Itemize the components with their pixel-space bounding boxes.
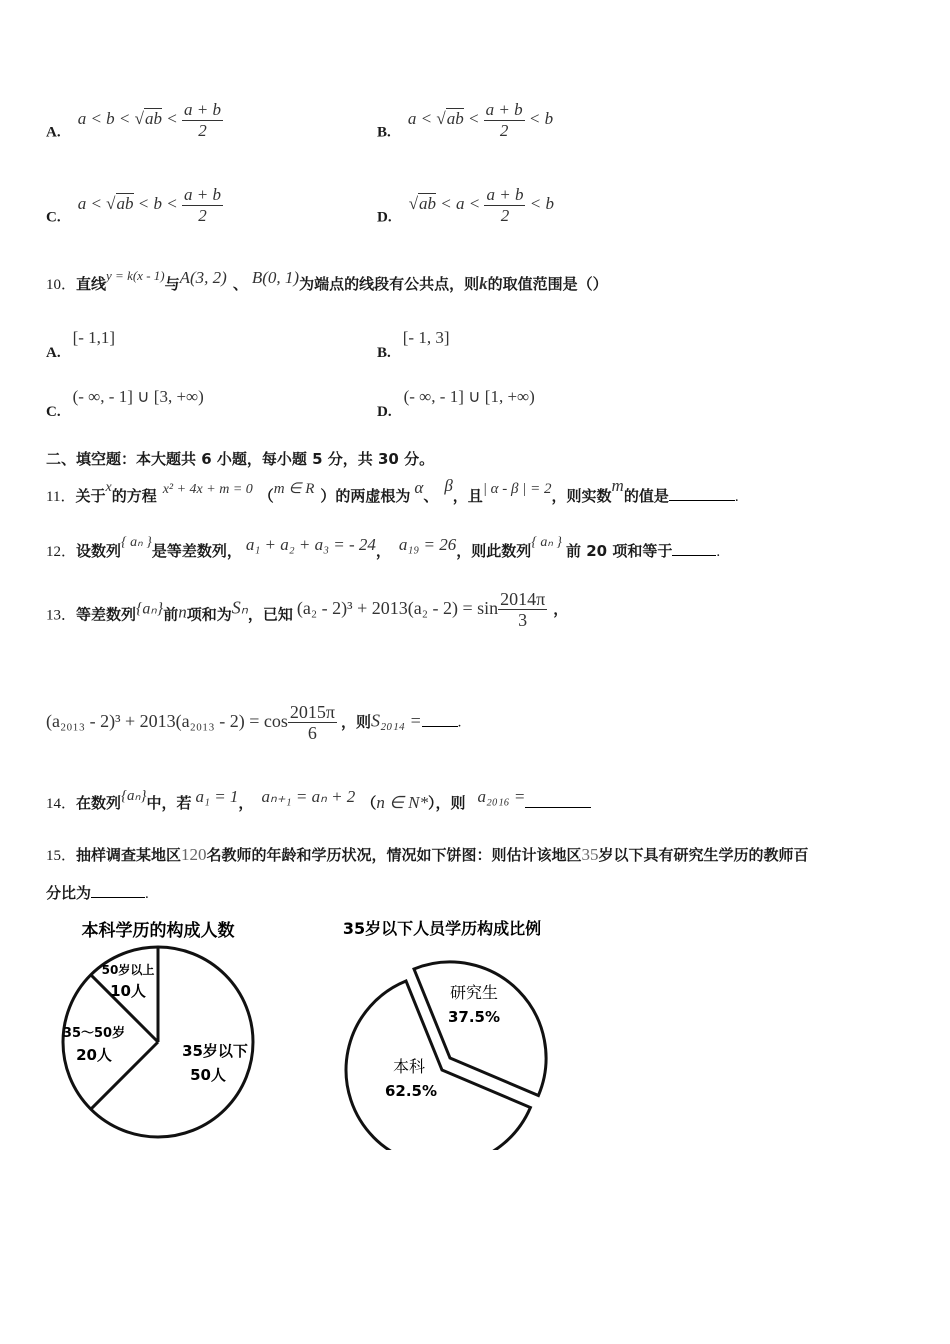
question-text: 分比为 — [46, 884, 92, 902]
number-35: 35 — [581, 845, 599, 864]
variable-n: n — [178, 602, 187, 622]
sequence: {aₙ} — [136, 600, 164, 618]
period: . — [716, 544, 721, 560]
chart1-slice-label: 50岁以上 — [101, 963, 155, 977]
q9-option-b: B. a < √ab < $\frac{a + b}{2}$ < b — [377, 100, 554, 141]
frac-num: a + b — [485, 100, 523, 119]
question-text: ，且 — [452, 487, 483, 505]
sqrt-content: ab — [116, 194, 134, 214]
question-text: ，则实数 — [551, 487, 612, 505]
option-letter: C. — [46, 209, 61, 226]
answer-blank[interactable] — [422, 712, 458, 727]
question-text: 的取值范围是（） — [487, 275, 608, 293]
question-text: （ — [258, 487, 274, 505]
expr: a < — [407, 109, 437, 129]
chart1-slice-value: 20人 — [76, 1046, 112, 1064]
question-text: 等差数列 — [76, 605, 137, 624]
question-number: 15． — [46, 848, 77, 864]
question-text: 中，若 — [146, 794, 192, 812]
condition: n ∈ N* — [376, 793, 428, 812]
s2014-expression: S₂₀₁₄ = — [370, 710, 422, 731]
expr: < a < — [436, 194, 485, 214]
option-letter: C. — [46, 404, 61, 420]
frac-num: a + b — [486, 185, 524, 204]
q10-option-b — [377, 328, 450, 362]
option-value: (- ∞, - 1] ∪ [1, +∞) — [403, 387, 535, 406]
equation: x² + 4x + m = 0 — [162, 482, 253, 497]
point-b: B(0, 1) — [251, 268, 300, 287]
sequence: { aₙ } — [531, 535, 562, 550]
frac-den: 6 — [307, 723, 317, 743]
question-text: 是等差数列， — [151, 542, 242, 560]
chart1-title: 本科学历的构成人数 — [81, 921, 235, 941]
equation-2: (a₂₀₁₃ - 2)³ + 2013(a₂₀₁₃ - 2) = cos — [46, 710, 288, 731]
question-text: 在数列 — [76, 794, 122, 812]
question-text: （ — [361, 794, 377, 812]
question-number: 14． — [46, 796, 77, 812]
number-120: 120 — [181, 845, 207, 864]
expr: < b — [525, 194, 554, 214]
a19-expression: a₁₉ = 26 — [398, 535, 457, 554]
option-letter: D. — [377, 209, 392, 226]
question-11 — [46, 476, 739, 506]
option-value: (- ∞, - 1] ∪ [3, +∞) — [72, 387, 204, 406]
answer-blank[interactable] — [669, 486, 735, 501]
frac-den: 3 — [518, 610, 528, 630]
q10-option-d — [377, 387, 535, 421]
sum-expression: a₁ + a₂ + a₃ = - 24 — [245, 535, 376, 554]
section-heading: 二、填空题：本大题共 6 小题，每小题 5 分，共 30 分。 — [46, 450, 435, 468]
question-15-line2 — [46, 882, 149, 903]
pie-charts — [40, 910, 600, 1150]
question-12 — [46, 534, 720, 561]
option-letter: A. — [46, 124, 61, 141]
option-value: [- 1, 3] — [402, 328, 450, 347]
sequence: { aₙ } — [121, 535, 152, 550]
variable-m: m — [611, 476, 624, 495]
variable-x: x — [105, 480, 112, 495]
question-14 — [46, 786, 591, 813]
chart2-title: 35岁以下人员学历构成比例 — [342, 919, 542, 938]
option-letter: D. — [377, 404, 392, 420]
frac-num: 2015π — [289, 702, 335, 722]
question-text: 、 — [423, 487, 439, 505]
question-text: 为端点的线段有公共点，则 — [299, 275, 480, 293]
chart2-slice-value: 37.5% — [447, 1008, 501, 1026]
question-text: 项和为 — [186, 605, 232, 624]
expr: a < — [77, 194, 107, 214]
chart2-slice-label: 研究生 — [449, 983, 499, 1002]
answer-blank[interactable] — [91, 883, 145, 898]
chart1-slice-label: 35岁以下 — [182, 1042, 248, 1060]
option-letter: B. — [377, 124, 391, 141]
question-text: 与 — [164, 275, 180, 293]
frac-num: a + b — [183, 100, 221, 119]
question-text: ，则此数列 — [456, 542, 532, 560]
question-text: ， — [375, 542, 391, 560]
period: . — [145, 886, 149, 902]
question-text: 前 — [163, 605, 179, 624]
question-text: ，则 — [340, 712, 371, 731]
frac-den: 2 — [198, 206, 207, 225]
expr: < b < — [133, 194, 182, 214]
question-15 — [46, 844, 809, 865]
question-text: ，已知 — [247, 605, 293, 624]
sequence: {aₙ} — [121, 788, 147, 804]
period: . — [457, 714, 462, 731]
option-value: [- 1,1] — [72, 328, 116, 347]
question-text: 的值是 — [623, 487, 669, 505]
answer-blank[interactable] — [525, 793, 591, 808]
question-text: 直线 — [76, 275, 107, 293]
equation-1: (a₂ - 2)³ + 2013(a₂ - 2) = sin — [296, 597, 499, 618]
question-text: 名教师的年龄和学历状况，情况如下饼图：则估计该地区 — [206, 846, 582, 864]
a2016-expression: a₂₀₁₆ = — [477, 787, 526, 806]
condition: m ∈ R — [273, 481, 315, 497]
question-number: 13． — [46, 607, 77, 624]
q9-option-a: A. a < b < √ab < $\frac{a + b}{2}$ — [46, 100, 221, 141]
beta: β — [444, 476, 453, 495]
question-text: ）的两虚根为 — [320, 487, 411, 505]
sum-sn: Sₙ — [231, 597, 248, 618]
question-number: 10． — [46, 277, 77, 293]
expr: < — [463, 109, 484, 129]
frac-den: 2 — [500, 206, 510, 225]
question-number: 11． — [46, 489, 76, 505]
q10-option-c — [46, 387, 204, 421]
sqrt-content: ab — [419, 194, 437, 214]
line-equation: y = k(x - 1) — [106, 268, 165, 283]
expr: < b — [524, 109, 554, 129]
period: . — [734, 489, 739, 505]
point-a: A(3, 2) — [179, 268, 227, 287]
question-text: 关于 — [75, 487, 106, 505]
frac-num: a + b — [183, 185, 221, 204]
q9-option-c: C. a < √ab < b < $\frac{a + b}{2}$ — [46, 185, 221, 226]
q9-option-d: D. √ab < a < $\frac{a + b}{2}$ < b — [377, 185, 554, 226]
variable-k: k — [479, 274, 488, 293]
chart1-slice-value: 50人 — [190, 1066, 226, 1084]
expr: a < b < — [77, 109, 135, 129]
expr: < — [161, 109, 182, 129]
question-text: ， — [553, 599, 569, 618]
question-text: 设数列 — [76, 542, 122, 560]
alpha: α — [414, 478, 424, 497]
question-text: 、 — [232, 275, 248, 293]
question-text: 抽样调查某地区 — [76, 846, 182, 864]
frac-den: 2 — [499, 121, 509, 140]
frac-den: 2 — [198, 121, 207, 140]
question-text: ），则 — [427, 794, 466, 812]
chart2-slice-value: 62.5% — [384, 1082, 438, 1100]
abs-expression: | α - β | = 2 — [482, 481, 552, 497]
chart2-slice-label: 本科 — [392, 1057, 426, 1076]
answer-blank[interactable] — [672, 541, 716, 556]
question-number: 12． — [46, 544, 77, 560]
chart1-slice-value: 10人 — [110, 982, 146, 1000]
question-text: 的方程 — [111, 487, 157, 505]
recurrence: aₙ₊₁ = aₙ + 2 — [261, 787, 356, 806]
frac-num: 2014π — [500, 589, 546, 609]
question-text: ， — [238, 794, 254, 812]
sqrt-content: ab — [446, 109, 464, 129]
question-13-line2 — [46, 702, 461, 743]
question-13 — [46, 589, 568, 630]
question-10 — [46, 268, 608, 294]
sqrt-content: ab — [144, 109, 162, 129]
q10-option-a — [46, 328, 115, 362]
option-letter: B. — [377, 345, 391, 361]
question-text: 前 20 项和等于 — [566, 542, 673, 560]
option-letter: A. — [46, 345, 61, 361]
chart1-slice-label: 35～50岁 — [62, 1026, 126, 1041]
a1-expression: a₁ = 1 — [195, 787, 239, 806]
question-text: 岁以下具有研究生学历的教师百 — [598, 846, 809, 864]
